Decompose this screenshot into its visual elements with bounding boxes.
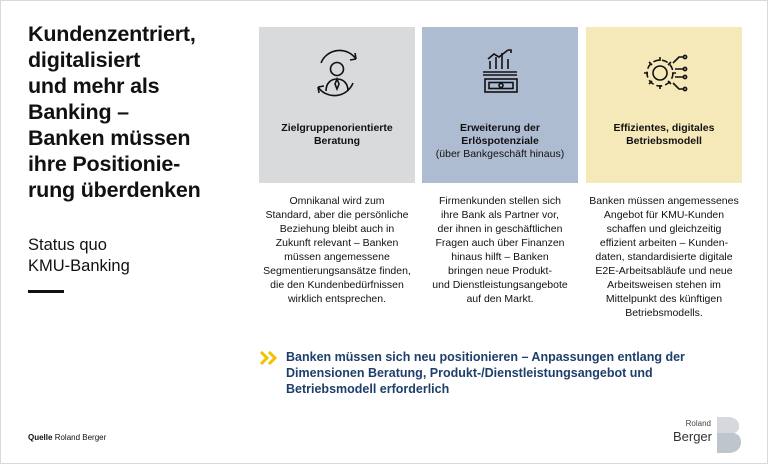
description-line: Omnikanal wird zum [289,195,385,207]
advisor-person-icon [259,45,415,101]
money-growth-icon [422,45,578,101]
subtitle-line: KMU-Banking [28,257,130,275]
description-line: schaffen und gleichzeitig [606,223,722,235]
card-description [419,194,581,306]
card-description [583,194,745,320]
title-line: digitalisiert [28,48,141,72]
title-line: rung überdenken [28,178,201,202]
logo-b-mark-icon [715,415,743,455]
card-beratung [259,27,415,183]
card-title-text: Effizientes, digitales Betriebsmodell [613,122,715,147]
card-title-text: Erweiterung der Erlöspotenziale [460,122,540,147]
description-line: und Dienstleistungsangebote [432,279,568,291]
takeaway-line: Dimensionen Beratung, Produkt-/Dienstleistungsangebot und [286,366,653,380]
logo-line2: Berger [672,429,712,444]
title-line: Kundenzentriert, [28,22,196,46]
logo-line1: Roland [685,419,711,428]
card-erloese [422,27,578,183]
card-description [256,194,418,306]
description-line: müssen angemessene [284,251,390,263]
card-title [267,122,407,148]
description-line: Arbeitsweisen stehen im [607,279,721,291]
description-line: bringen neue Produkt- [448,265,552,277]
roland-berger-logo [673,415,743,455]
page-title [28,21,243,203]
card-title-text: Zielgruppenorientierte Beratung [281,122,393,147]
digital-gear-icon [586,45,742,101]
description-line: Zukunft relevant – Banken [275,237,399,249]
subtitle [28,235,130,277]
card-title [594,122,734,148]
description-line: Fragen auch über Finanzen [435,237,565,249]
key-takeaway [286,349,726,397]
card-title [430,122,570,161]
takeaway-line: Banken müssen sich neu positionieren – Anpassungen entlang der [286,350,685,364]
title-line: Banken müssen [28,126,191,150]
description-line: wirklich entsprechen. [287,293,387,305]
description-line: Banken müssen angemessenes [589,195,739,207]
description-line: die den Kundenbedürfnissen [270,279,404,291]
description-line: Angebot für KMU-Kunden [603,209,725,221]
subtitle-line: Status quo [28,236,107,254]
card-betriebsmodell [586,27,742,183]
description-line: Firmenkunden stellen sich [439,195,561,207]
double-chevron-icon [259,351,279,370]
description-line: Segmentierungsansätze finden, [263,265,411,277]
description-line: ihre Bank als Partner vor, [441,209,559,221]
title-line: ihre Positionie- [28,152,181,176]
description-line: Betriebsmodells. [625,307,703,319]
description-line: Beziehung bleibt auch in [279,223,395,235]
description-line: daten, standardisierte digitale [595,251,733,263]
source-label: Quelle [28,433,53,442]
description-line: hinaus hilft – Banken [451,251,549,263]
title-underline [28,290,64,293]
description-line: Mittelpunkt des künftigen [605,293,723,305]
description-line: Standard, aber die persönliche [265,209,409,221]
description-line: der ihnen in geschäftlichen [437,223,563,235]
description-line: E2E-Arbeitsabläufe und neue [595,265,733,277]
description-line: auf den Markt. [466,293,534,305]
source-note [28,433,106,442]
title-line: Banking – [28,100,129,124]
takeaway-line: Betriebsmodell erforderlich [286,382,450,396]
title-line: und mehr als [28,74,160,98]
description-line: effizient arbeiten – Kunden- [599,237,729,249]
source-text: Roland Berger [54,433,107,442]
card-note: (über Bankgeschäft hinaus) [435,148,565,160]
